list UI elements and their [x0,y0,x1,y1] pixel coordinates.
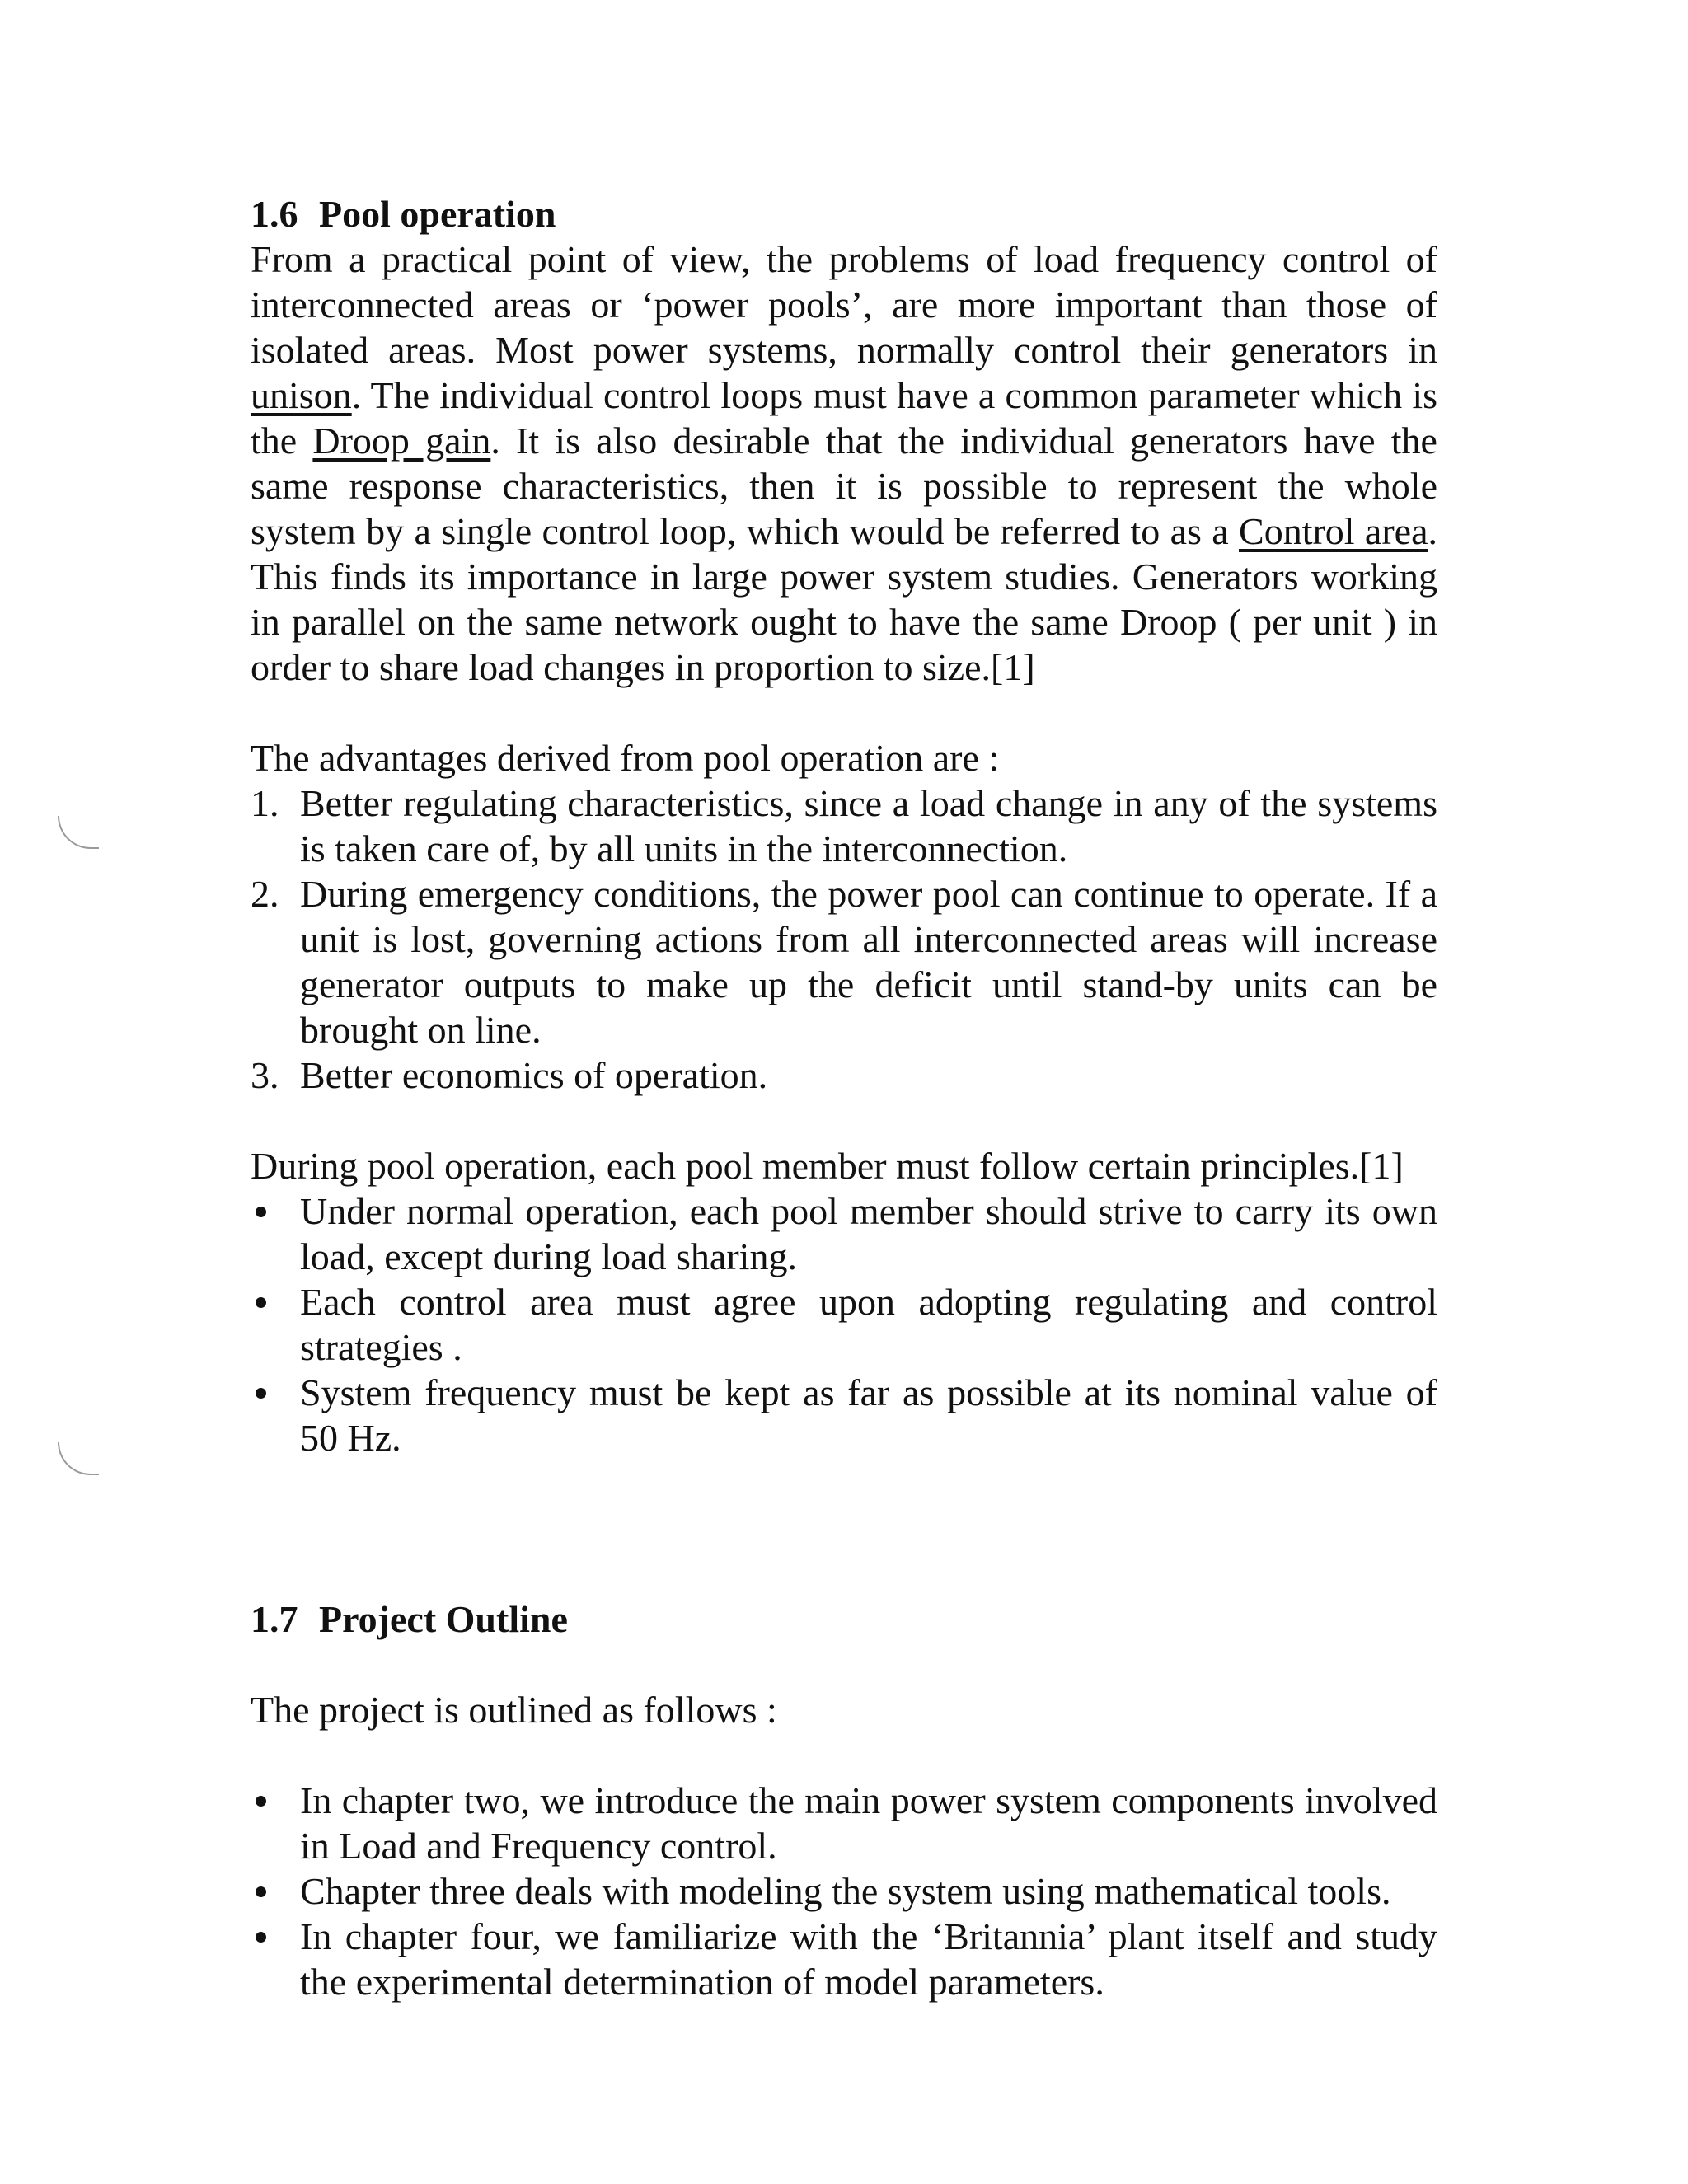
underlined-term-unison: unison [251,374,352,416]
bullet-icon [256,1388,266,1399]
list-item-text: In chapter two, we introduce the main power system components involved in Load and Frequency control. [300,1779,1437,1867]
paragraph-text: . The individual control loops must have a common parameter which is the [251,374,1437,462]
section-number: 1.6 [251,193,298,235]
project-outline-list [251,1778,1437,2004]
document-page [251,191,1437,2004]
bullet-icon [256,1886,266,1897]
list-item [251,1868,1437,1914]
list-item-text: System frequency must be kept as far as possible at its nominal value of 50 Hz. [300,1371,1437,1459]
section-heading-1-7 [251,1596,1437,1642]
advantages-intro: The advantages derived from pool operation are : [251,737,1000,779]
list-item [251,780,1437,871]
underlined-term-control-area: Control area [1239,510,1428,552]
list-number: 1. [251,782,279,824]
list-item-text: Each control area must agree upon adopting regulating and control strategies . [300,1281,1437,1368]
bullet-icon [256,1297,266,1308]
section-title: Pool operation [319,193,556,235]
bullet-icon [256,1796,266,1807]
scan-mark [58,816,99,849]
pool-operation-paragraph [251,237,1437,690]
list-item-text: Better regulating characteristics, since a load change in any of the systems is taken care of, by all units in the interconnection. [300,782,1437,869]
paragraph-text: . This finds its importance in large power system studies. Generators working in parallel on the same network ought to have the same Droop ( per unit ) in order to share load changes in proportion to size.[1] [251,510,1437,688]
list-item [251,1188,1437,1279]
principles-intro: During pool operation, each pool member must follow certain principles.[1] [251,1145,1404,1187]
list-item-text: Chapter three deals with modeling the system using mathematical tools. [300,1870,1391,1912]
scan-mark [58,1442,99,1475]
project-outline-intro: The project is outlined as follows : [251,1689,777,1731]
list-item-text: Better economics of operation. [300,1054,768,1096]
list-item [251,1914,1437,2004]
section-number: 1.7 [251,1598,298,1640]
section-heading-1-6 [251,191,1437,237]
list-item [251,871,1437,1052]
list-item-text: During emergency conditions, the power pool can continue to operate. If a unit is lost, governing actions from all interconnected areas will increase generator outputs to make up the deficit until stand-by units can be brought on line. [300,873,1437,1051]
principles-list [251,1188,1437,1460]
list-item-text: Under normal operation, each pool member should strive to carry its own load, except during load sharing. [300,1190,1437,1277]
list-number: 3. [251,1054,279,1096]
advantages-list [251,780,1437,1098]
bullet-icon [256,1207,266,1217]
list-item [251,1370,1437,1460]
section-title: Project Outline [319,1598,568,1640]
paragraph-text: . It is also desirable that the individual generators have the same response characteristics, then it is possible to represent the whole system by a single control loop, which would be referred to as a [251,419,1437,552]
list-item [251,1778,1437,1868]
list-item [251,1279,1437,1370]
list-item-text: In chapter four, we familiarize with the ‘Britannia’ plant itself and study the experimental determination of model parameters. [300,1915,1437,2003]
underlined-term-droop-gain: Droop gain [312,419,491,462]
paragraph-text: From a practical point of view, the problems of load frequency control of interconnected areas or ‘power pools’, are more important than those of isolated areas. Most power systems, normally control their generators in [251,238,1437,371]
bullet-icon [256,1932,266,1943]
list-item [251,1052,1437,1098]
list-number: 2. [251,873,279,915]
